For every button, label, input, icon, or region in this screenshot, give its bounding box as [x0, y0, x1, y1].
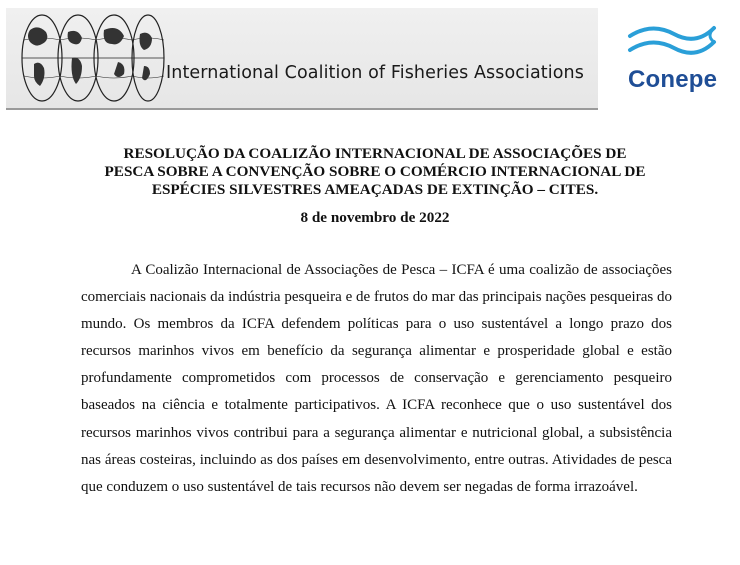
org-name: International Coalition of Fisheries Associations [166, 63, 584, 83]
globes-icon [20, 12, 165, 104]
document-title [70, 145, 680, 199]
document-date: 8 de novembro de 2022 [300, 209, 450, 226]
title-line: PESCA SOBRE A CONVENÇÃO SOBRE O COMÉRCIO INTERNACIONAL DE [104, 163, 646, 180]
title-line: RESOLUÇÃO DA COALIZÃO INTERNACIONAL DE ASSOCIAÇÕES DE [123, 145, 627, 162]
letterhead-banner [6, 8, 598, 110]
conepe-logo [622, 20, 728, 100]
body-paragraph: A Coalizão Internacional de Associações de Pesca – ICFA é uma coalizão de associações comerciais nacionais da indústria pesqueira e de frutos do mar das principais nações pesqueiras do mundo. Os membros da ICFA defendem políticas para o uso sustentável a longo prazo dos recursos marinhos vivos em benefício da segurança alimentar e prosperidade global e estão profundamente comprometidos com processos de conservação e gerenciamento pesqueiro baseados na ciência e totalmente participativos. A ICFA reconhece que o uso sustentável dos recursos marinhos vivos contribui para a segurança alimentar e nutricional global, a subsistência nas áreas costeiras, incluindo as dos países em desenvolvimento, entre outras. Atividades de pesca que conduzem o uso sustentável de tais recursos não devem ser negadas de forma irrazoável. [81, 262, 672, 495]
fish-waves-icon [626, 20, 720, 66]
title-line: ESPÉCIES SILVESTRES AMEAÇADAS DE EXTINÇÃO – CITES. [151, 181, 599, 198]
conepe-logo-text: Conepe [628, 66, 718, 93]
